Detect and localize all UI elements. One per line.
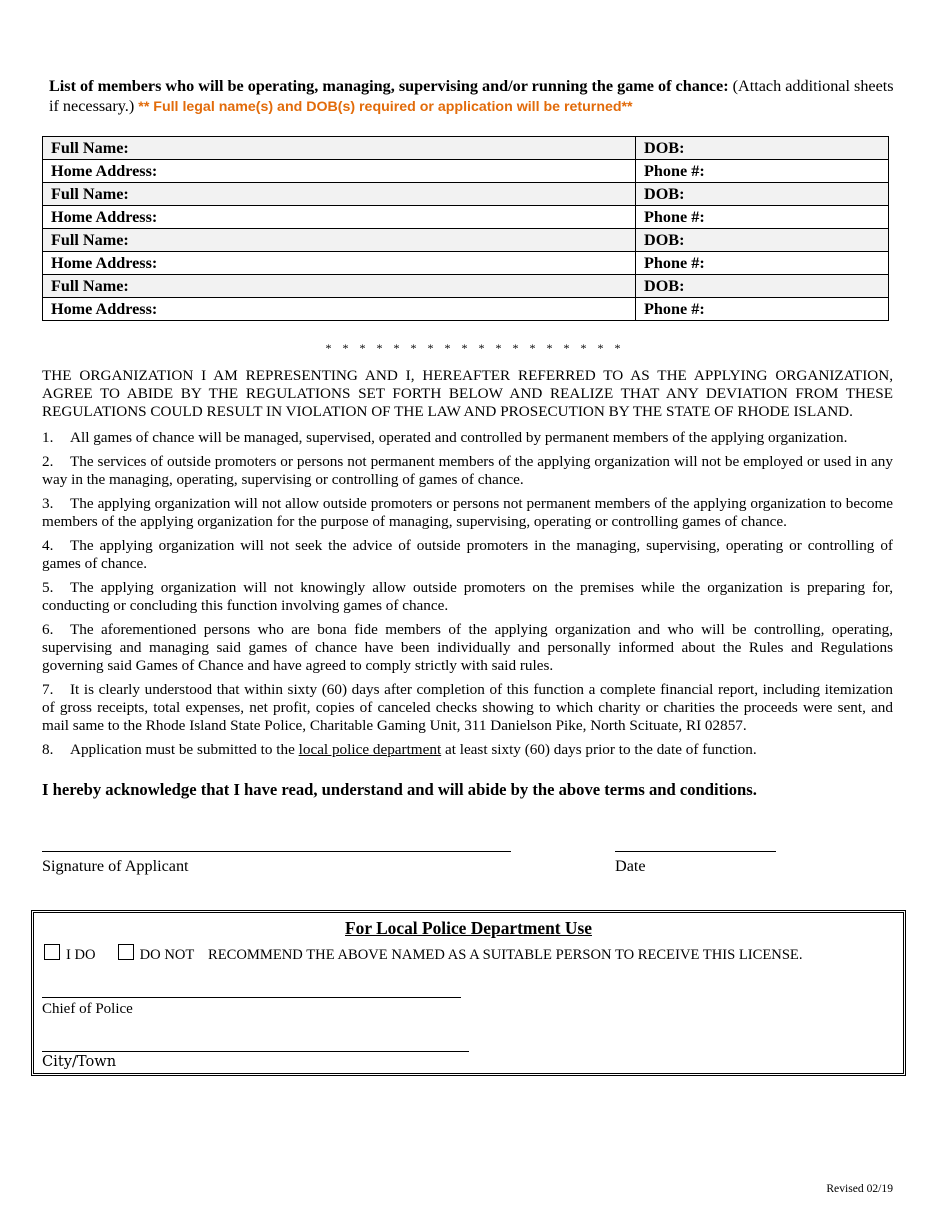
- table-row: [43, 252, 889, 275]
- rule-item: [42, 741, 893, 759]
- phone-field[interactable]: Phone #:: [636, 298, 889, 321]
- members-table: [42, 136, 889, 321]
- rule-item: [42, 579, 893, 615]
- home-address-field[interactable]: Home Address:: [43, 206, 636, 229]
- rule-number: 2.: [42, 453, 54, 470]
- recommendation-statement: RECOMMEND THE ABOVE NAMED AS A SUITABLE PERSON TO RECEIVE THIS LICENSE.: [207, 947, 803, 963]
- phone-field[interactable]: Phone #:: [636, 160, 889, 183]
- phone-field[interactable]: Phone #:: [636, 206, 889, 229]
- rule-text: All games of chance will be managed, supervised, operated and controlled by permanent members of the applying organization.: [70, 429, 848, 446]
- dob-field[interactable]: DOB:: [636, 183, 889, 206]
- rule-item: [42, 429, 893, 447]
- table-row: [43, 275, 889, 298]
- rule-number: 5.: [42, 579, 54, 596]
- date-line[interactable]: [615, 851, 776, 852]
- table-row: [43, 160, 889, 183]
- recommendation-row: [44, 944, 803, 964]
- rule-item: [42, 453, 893, 489]
- attach-note: (Attach additional sheets if necessary.): [49, 77, 894, 115]
- date-label: Date: [615, 857, 646, 875]
- rule-number: 8.: [42, 741, 54, 758]
- dob-field[interactable]: DOB:: [636, 137, 889, 160]
- rule-text: The aforementioned persons who are bona fide members of the applying organization and who will be controlling, operating, supervising and managing said games of chance have been individually and personally informed about the Rules and Regulations governing said Games of Chance and have agreed to comply strictly with said rules.: [42, 621, 893, 674]
- police-use-box: [31, 910, 906, 1076]
- i-do-label: I DO: [66, 947, 96, 963]
- rule-text: It is clearly understood that within sixty (60) days after completion of this function a complete financial report, including itemization of gross receipts, total expenses, net profit, copies of canceled checks showing to which charity or charities the proceeds were sent, and mail same to the Rhode Island State Police, Charitable Gaming Unit, 311 Danielson Pike, North Scituate, RI 02857.: [42, 681, 893, 734]
- rule-item: [42, 621, 893, 675]
- city-town-label: City/Town: [42, 1053, 117, 1070]
- chief-signature-line[interactable]: [42, 997, 461, 998]
- rule-text: The applying organization will not knowingly allow outside promoters on the premises while the organization is preparing for, conducting or concluding this function involving games of chance.: [42, 579, 893, 614]
- rule-item: [42, 495, 893, 531]
- city-town-line[interactable]: [42, 1051, 469, 1052]
- rule-text: at least sixty (60) days prior to the date of function.: [444, 741, 757, 758]
- home-address-field[interactable]: Home Address:: [43, 298, 636, 321]
- rule-number: 7.: [42, 681, 54, 698]
- rule-item: [42, 537, 893, 573]
- section-separator: * * * * * * * * * * * * * * * * * *: [325, 341, 625, 355]
- police-box-title: For Local Police Department Use: [345, 918, 592, 938]
- chief-of-police-label: Chief of Police: [42, 1001, 133, 1017]
- full-name-field[interactable]: Full Name:: [43, 275, 636, 298]
- rule-text: Application must be submitted to the: [70, 741, 295, 758]
- rule-text: The applying organization will not allow outside promoters or persons not permanent members of the applying organization to become members of the applying organization for the purpose of managing, supervising, operating or controlling games of chance.: [42, 495, 893, 530]
- table-row: [43, 137, 889, 160]
- table-row: [43, 229, 889, 252]
- required-warning: ** Full legal name(s) and DOB(s) required or application will be returned**: [138, 99, 633, 115]
- rule-number: 3.: [42, 495, 54, 512]
- table-row: [43, 298, 889, 321]
- do-not-checkbox[interactable]: [118, 944, 134, 960]
- table-row: [43, 183, 889, 206]
- rule-number: 4.: [42, 537, 54, 554]
- rule-item: [42, 681, 893, 735]
- dob-field[interactable]: DOB:: [636, 229, 889, 252]
- i-do-checkbox[interactable]: [44, 944, 60, 960]
- do-not-label: DO NOT: [139, 947, 195, 963]
- home-address-field[interactable]: Home Address:: [43, 252, 636, 275]
- members-heading: List of members who will be operating, managing, supervising and/or running the game of chance:: [49, 77, 729, 95]
- rule-text: The applying organization will not seek the advice of outside promoters in the managing, supervising, operating or controlling of games of chance.: [42, 537, 893, 572]
- full-name-field[interactable]: Full Name:: [43, 183, 636, 206]
- rule-text: The services of outside promoters or persons not permanent members of the applying organization will not be employed or used in any way in the managing, operating, supervising or controlling of games of chance.: [42, 453, 893, 488]
- rule-number: 1.: [42, 429, 54, 446]
- full-name-field[interactable]: Full Name:: [43, 137, 636, 160]
- rule-number: 6.: [42, 621, 54, 638]
- acknowledgement: I hereby acknowledge that I have read, understand and will abide by the above terms and conditions.: [42, 780, 757, 799]
- dob-field[interactable]: DOB:: [636, 275, 889, 298]
- applicant-signature-line[interactable]: [42, 851, 511, 852]
- table-row: [43, 206, 889, 229]
- regulations: [42, 367, 893, 765]
- home-address-field[interactable]: Home Address:: [43, 160, 636, 183]
- phone-field[interactable]: Phone #:: [636, 252, 889, 275]
- revision-note: Revised 02/19: [826, 1182, 893, 1195]
- applicant-signature-label: Signature of Applicant: [42, 857, 189, 875]
- full-name-field[interactable]: Full Name:: [43, 229, 636, 252]
- agreement-lead: THE ORGANIZATION I AM REPRESENTING AND I, HEREAFTER REFERRED TO AS THE APPLYING ORGANIZATION, AGREE TO ABIDE BY THE REGULATIONS SET FORTH BELOW AND REALIZE THAT ANY DEVIATION FROM THESE REGULATIONS COULD RESULT IN VIOLATION OF THE LAW AND PROSECUTION BY THE STATE OF RHODE ISLAND.: [42, 367, 893, 420]
- members-instructions: [49, 76, 904, 117]
- local-police-department-text: local police department: [298, 741, 442, 758]
